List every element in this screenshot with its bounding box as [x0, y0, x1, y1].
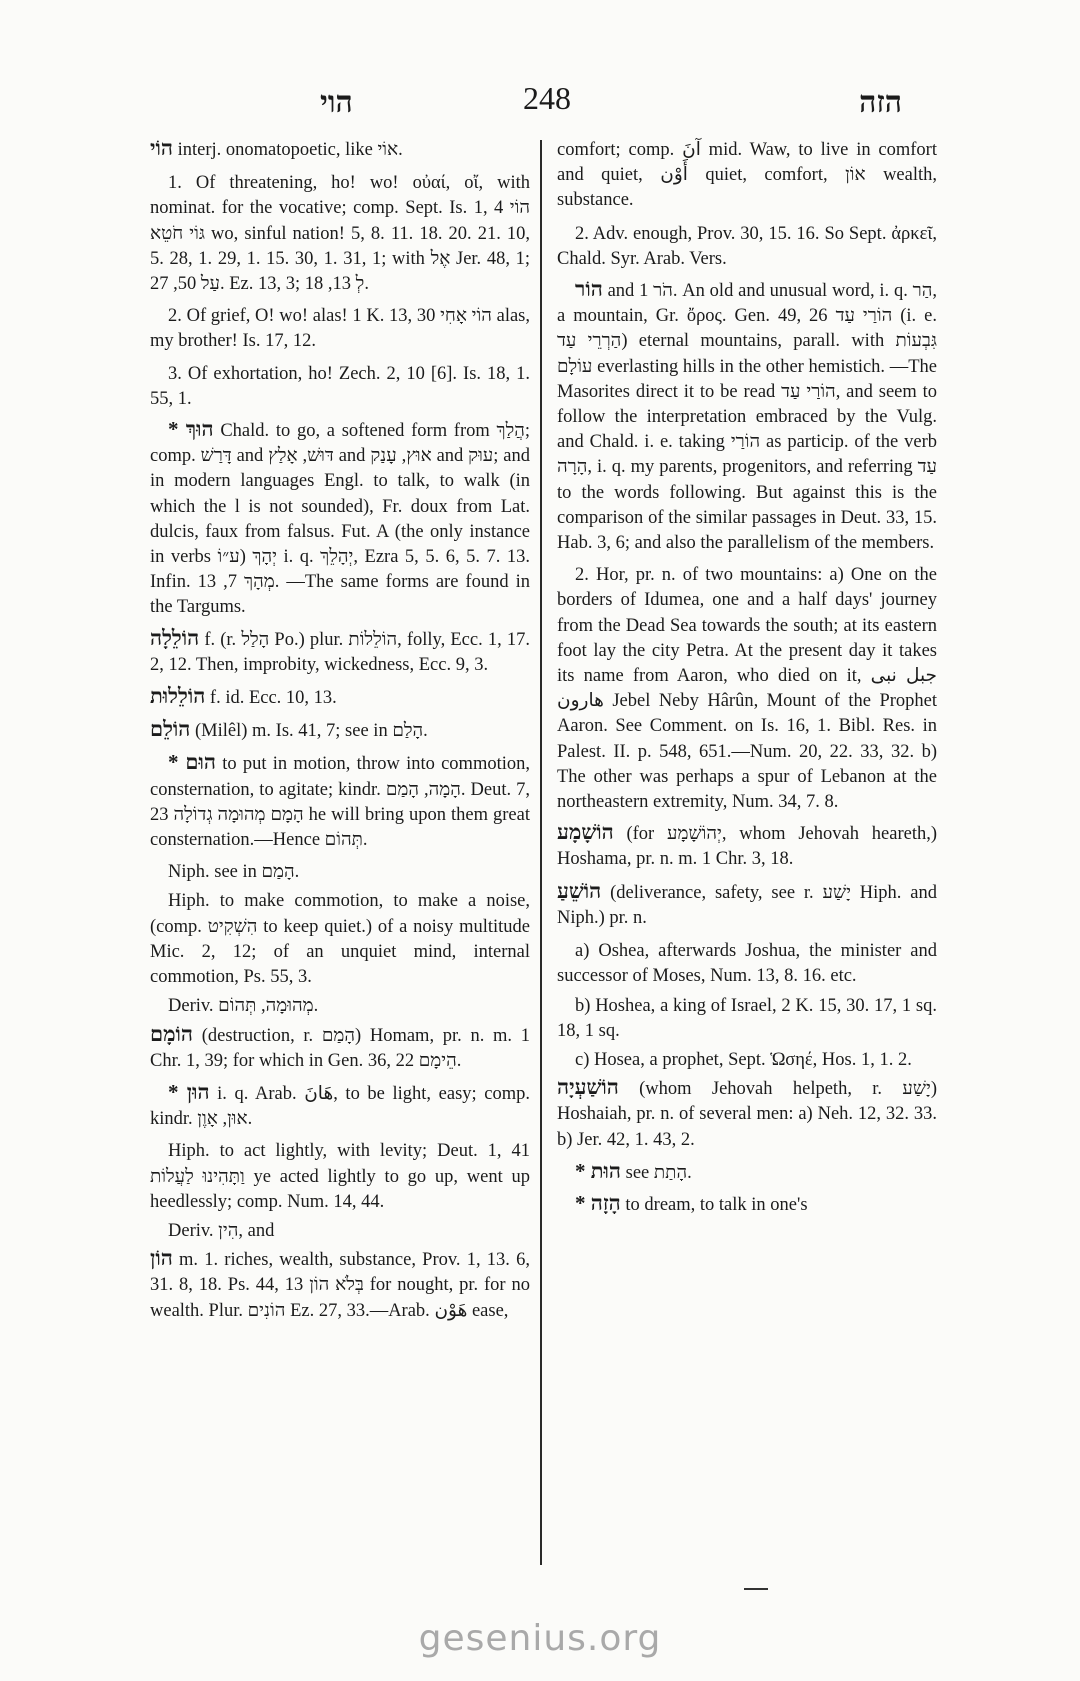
entry-text: (deliverance, safety, see r. יָשַׁע Hiph. and Niph.) pr. n.: [557, 882, 938, 928]
entry-headword: הוֹי: [150, 136, 173, 160]
dictionary-entry: [557, 1046, 937, 1073]
entry-text: Deriv. הִין, and: [168, 1220, 275, 1241]
entry-text: i. q. Arab. هَانَ, to be light, easy; comp. kindr. אוּן, אָוֶן.: [150, 1083, 531, 1130]
entry-text: to put in motion, throw into commotion, consternation, to agitate; kindr. הָמָה, הָמַם. Deut. 7, 23 הָמָם מְהוּמָה גְדוֹלָה he will bring upon them great consternation.—Hence תְּהוֹם.: [150, 754, 531, 851]
dictionary-entry: [557, 1191, 937, 1218]
dictionary-entry: [150, 417, 530, 621]
left-column: [150, 136, 530, 1330]
entry-text: c) Hosea, a prophet, Sept. Ὡσηέ, Hos. 1, 1. 2.: [575, 1049, 912, 1070]
dictionary-entry: [150, 992, 530, 1019]
entry-text: (whom Jehovah helpeth, r. יָשַׁע) Hoshaiah, pr. n. of several men: a) Neh. 12, 32. 33. b) Jer. 42, 1. 43, 2.: [557, 1079, 937, 1150]
entry-headword: * הָזָה: [575, 1190, 621, 1215]
entry-text: f. id. Ecc. 10, 13.: [205, 688, 337, 709]
dictionary-entry: [557, 992, 937, 1044]
entry-text: m. 1. riches, wealth, substance, Prov. 1, 13. 6, 31. 8, 18. Ps. 44, 13 בְּלֹא הוֹן for nought, pr. for no wealth. Plur. הוֹנִים Ez. 27, 33.—Arab. هَوْن ease,: [150, 1250, 530, 1321]
dictionary-entry: [150, 1137, 530, 1215]
dictionary-entry: [557, 1159, 937, 1186]
entry-headword: הוֹשַׁעְיָה: [557, 1075, 619, 1100]
dictionary-entry: [150, 360, 530, 412]
dictionary-entry: [150, 750, 530, 853]
entry-text: 2. Of grief, O! wo! alas! 1 K. 13, 30 הוֹי אָחִי alas, my brother! Is. 17, 12.: [150, 306, 530, 352]
entry-text: see הָתַת.: [621, 1162, 692, 1183]
entry-headword: הוֹן: [150, 1246, 173, 1271]
running-head: [150, 80, 940, 126]
dictionary-entry: [557, 820, 937, 872]
entry-text: 2. Adv. enough, Prov. 30, 15. 16. So Sept. ἀρκεῖ, Chald. Syr. Arab. Vers.: [557, 223, 937, 269]
entry-headword: * הוּן: [168, 1079, 210, 1104]
entry-text: 1. Of threatening, ho! wo! οὐαί, οἴ, with nominat. for the vocative; comp. Sept. Is. 1, 4 הוֹי גּוֹי חֹטֵא wo, sinful nation! 5, 8. 11. 18. 20. 21. 10, 5. 28, 1. 29, 1. 15. 30, 1. 31, 1; with אֶל Jer. 48, 1; עַל 50, 27. Ez. 13, 3; לְ 13, 18.: [150, 173, 531, 295]
dictionary-entry: [150, 887, 530, 990]
page-number: 248: [523, 80, 571, 116]
entry-text: a) Oshea, afterwards Joshua, the minister and successor of Moses, Num. 13, 8. 16. etc.: [557, 941, 937, 987]
entry-headword: * הוּם: [168, 750, 216, 775]
entry-text: f. (r. הָלַל Po.) plur. הוֹלֵלוֹת, folly, Ecc. 1, 17. 2, 12. Then, improbity, wickedness, Ecc. 9, 3.: [150, 629, 530, 675]
dictionary-entry: [557, 136, 937, 214]
entry-headword: הוֹלֵם: [150, 717, 191, 742]
entry-text: to dream, to talk in one's: [620, 1194, 808, 1215]
entry-text: b) Hoshea, a king of Israel, 2 K. 15, 30. 17, 1 sq. 18, 1 sq.: [557, 995, 937, 1041]
column-divider: [540, 140, 542, 1565]
entry-text: comfort; comp. آنَ mid. Waw, to live in comfort and quiet, أَوْن quiet, comfort, אוֹן wealth, substance.: [557, 140, 938, 211]
dictionary-entry: [150, 1246, 530, 1324]
dictionary-entry: [150, 302, 530, 354]
entry-text: Hiph. to act lightly, with levity; Deut. 1, 41 וַתָּהִינוּ לַעֲלוֹת ye acted lightly to go up, went up heedlessly; comp. Num. 14, 44.: [150, 1141, 530, 1212]
entry-text: 3. Of exhortation, ho! Zech. 2, 10 [6]. Is. 18, 1. 55, 1.: [150, 363, 530, 409]
right-column: [557, 136, 937, 1223]
dictionary-entry: [557, 879, 937, 931]
entry-headword: הוֹר: [575, 277, 603, 302]
entry-headword: הוֹשָׁמָע: [557, 820, 614, 845]
running-head-left-word: הוי: [320, 86, 353, 119]
watermark: gesenius.org: [418, 1618, 662, 1659]
entry-headword: הוֹשֵׁעַ: [557, 878, 602, 903]
entry-headword: * הוּת: [575, 1158, 622, 1183]
dictionary-entry: [150, 858, 530, 885]
running-head-right-word: הזה: [859, 86, 902, 119]
entry-text: and הֹר 1. An old and unusual word, i. q. הַר, a mountain, Gr. ὄρος. Gen. 49, 26 הוֹרַי עַד (i. e. הַרְרֵי עַד) eternal mountains, parall. with גִּבְעוֹת עוֹלָם everlasting hills in the other hemistich. —The Masorites direct it to be read הוֹרַי עַד, and seem to follow the interpretation embraced by the Vulg. and Chald. i. e. taking הוֹרַי as particip. of the verb הָרָה, i. q. my parents, progenitors, and referring עַד to the words following. But against this is the comparison of the similar passages in Deut. 33, 15. Hab. 3, 6; and also the parallelism of the members.: [557, 281, 938, 554]
entry-text: (for יְהוֹשָׁמָע, whom Jehovah heareth,) Hoshama, pr. n. m. 1 Chr. 3, 18.: [557, 824, 938, 870]
entry-headword: הוֹלֵלוּת: [150, 684, 206, 709]
dictionary-entry: [150, 1080, 530, 1132]
footer-dash: [744, 1588, 768, 1590]
dictionary-entry: [150, 169, 530, 297]
entry-text: (Milêl) m. Is. 41, 7; see in הָלַם.: [190, 721, 428, 742]
dictionary-entry: [557, 220, 937, 272]
dictionary-entry: [150, 136, 530, 163]
dictionary-entry: [557, 561, 937, 815]
dictionary-entry: [150, 1022, 530, 1074]
entry-headword: הוֹמָם: [150, 1021, 194, 1046]
entry-text: Hiph. to make commotion, to make a noise, (comp. הִשְׁקִיט to keep quiet.) of a noisy multitude Mic. 2, 12; of an unquiet mind, internal commotion, Ps. 55, 3.: [150, 891, 530, 988]
dictionary-entry: [150, 684, 530, 711]
dictionary-entry: [150, 626, 530, 678]
dictionary-entry: [150, 717, 530, 744]
entry-text: interj. onomatopoetic, like אוֹי.: [172, 140, 403, 160]
entry-text: (destruction, r. הָמַם) Homam, pr. n. m. 1 Chr. 1, 39; for which in Gen. 36, 22 הֵימָם.: [150, 1025, 530, 1071]
dictionary-entry: [557, 937, 937, 989]
entry-text: Deriv. מְהוּמָה, תְּהוֹם.: [168, 996, 319, 1017]
dictionary-entry: [557, 1075, 937, 1153]
entry-text: 2. Hor, pr. n. of two mountains: a) One on the borders of Idumea, one and a half days' journey from the Dead Sea towards the south; at its eastern foot lay the city Petra. At the present day it takes its name from Aaron, who died on it, جبل نبى هارون Jebel Neby Hârûn, Mount of the Prophet Aaron. See Comment. on Is. 16, 1. Bibl. Res. in Palest. II. p. 548, 651.—Num. 20, 22. 33, 32. b) The other was perhaps a spur of Lebanon at the northeastern extremity, Num. 34, 7. 8.: [557, 565, 937, 813]
entry-text: Niph. see in הָמַם.: [168, 862, 300, 883]
entry-headword: * הוּךְ: [168, 417, 214, 442]
dictionary-entry: [557, 277, 937, 556]
entry-text: Chald. to go, a softened form from הֲלַךְ; comp. דָּרַשׁ and דּוּשׁ, אָלַץ and אוּץ, עָנַק and עוּק; and in modern languages Engl. to talk, to walk (in which the l is not sounded), Fr. doux from Lat. dulcis, faux from falsus. Fut. A (the only instance in verbs ע״וֹ) יְהָךְ i. q. יְהָלֵךְ, Ezra 5, 5. 6, 5. 7. 13. Infin. מְהָךְ 7, 13. —The same forms are found in the Targums.: [150, 421, 531, 618]
dictionary-entry: [150, 1217, 530, 1244]
entry-headword: הוֹלֵלָה: [150, 625, 200, 650]
